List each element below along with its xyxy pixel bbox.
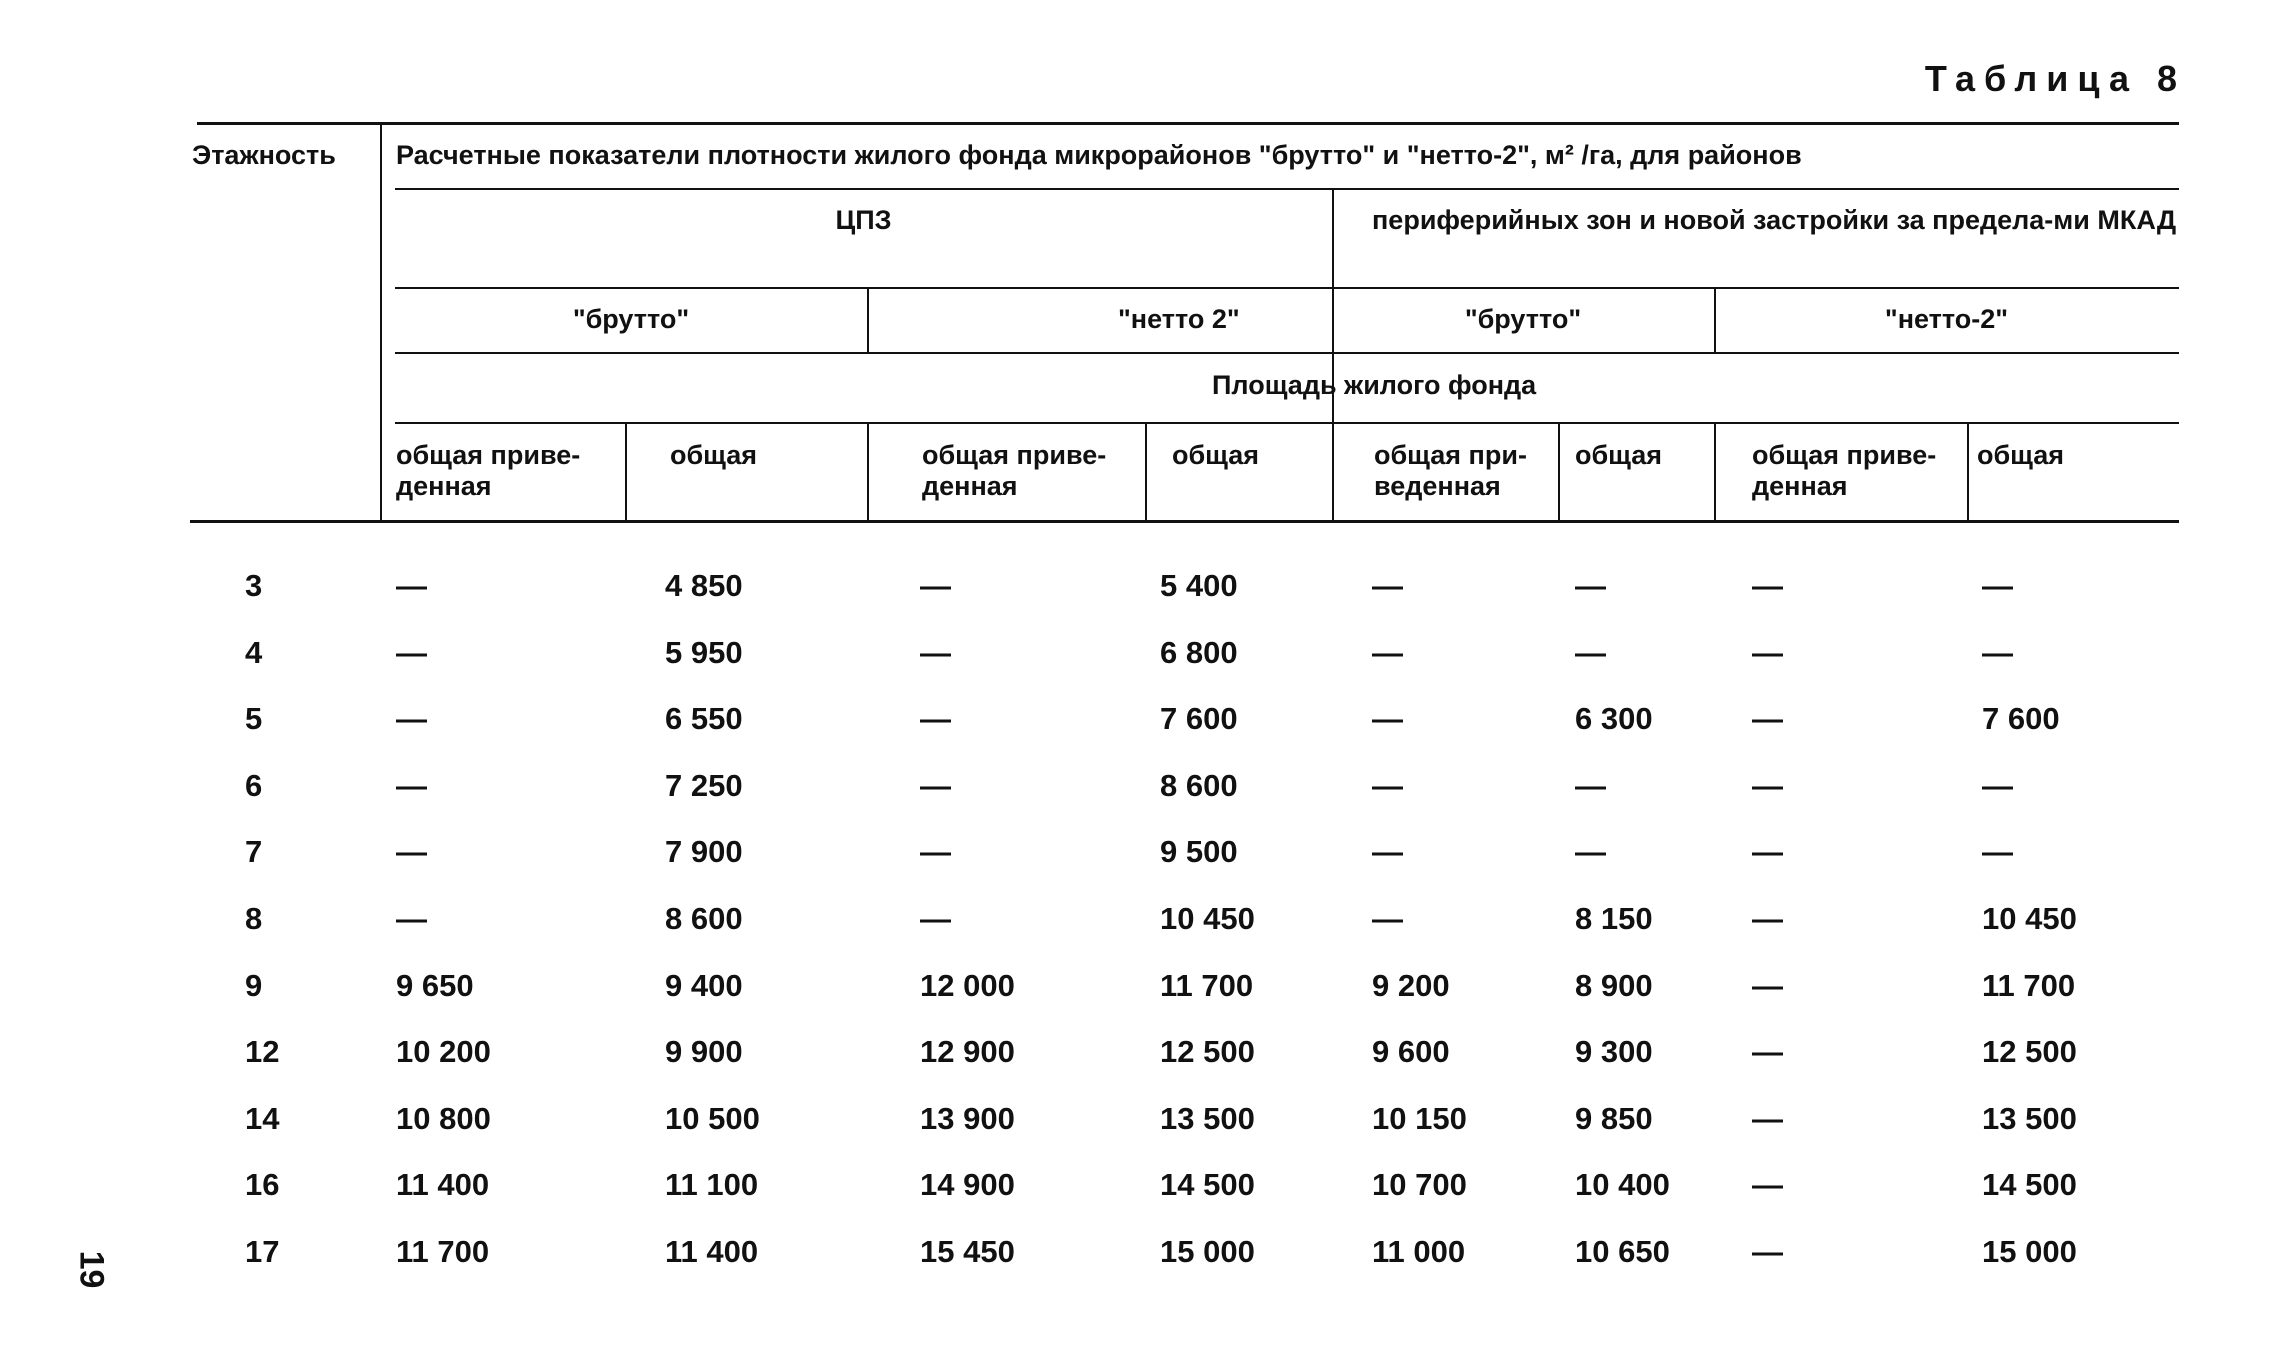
- table-cell: —: [1982, 768, 2013, 803]
- table-cell: 10 450: [1160, 901, 1255, 936]
- table-cell: 14 500: [1982, 1167, 2077, 1202]
- table-cell: —: [1372, 768, 1403, 803]
- rule-below-type-header: [395, 352, 2179, 354]
- floors-cell: 5: [245, 701, 263, 736]
- table-cell: 9 500: [1160, 834, 1238, 869]
- table-cell: —: [1575, 568, 1606, 603]
- table-cell: 15 450: [920, 1234, 1015, 1269]
- table-cell: —: [1752, 1034, 1783, 1069]
- rule-below-zone-header: [395, 287, 2179, 289]
- table-cell: —: [920, 834, 951, 869]
- floors-cell: 8: [245, 901, 263, 936]
- table-cell: 7 600: [1160, 701, 1238, 736]
- rule-below-main-header: [395, 188, 2179, 190]
- table-cell: —: [1752, 768, 1783, 803]
- table-cell: 6 550: [665, 701, 743, 736]
- table-cell: —: [1752, 968, 1783, 1003]
- table-cell: —: [920, 768, 951, 803]
- table-cell: 6 300: [1575, 701, 1653, 736]
- floors-cell: 12: [245, 1034, 280, 1069]
- table-cell: —: [1372, 635, 1403, 670]
- table-cell: 9 600: [1372, 1034, 1450, 1069]
- header-bottom-rule: [190, 520, 2179, 523]
- table-cell: 11 700: [1160, 968, 1254, 1003]
- table-cell: —: [1982, 568, 2013, 603]
- vrule-floors: [380, 122, 382, 520]
- table-cell: —: [920, 901, 951, 936]
- table-cell: —: [396, 701, 427, 736]
- subcol-header-3: общая приве-денная: [922, 440, 1107, 501]
- table-cell: 8 600: [665, 901, 743, 936]
- subcol-header-4: общая: [1172, 440, 1260, 470]
- table-cell: 10 800: [396, 1101, 491, 1136]
- floors-cell: 7: [245, 834, 263, 869]
- subcol-header-6: общая: [1575, 440, 1663, 470]
- table-cell: —: [1575, 768, 1606, 803]
- table-cell: 10 200: [396, 1034, 491, 1069]
- table-cell: —: [1752, 1101, 1783, 1136]
- table-cell: —: [920, 635, 951, 670]
- table-cell: 11 400: [396, 1167, 490, 1202]
- table-cell: 7 900: [665, 834, 743, 869]
- table-cell: —: [1575, 635, 1606, 670]
- table-cell: 7 250: [665, 768, 743, 803]
- table-cell: 5 950: [665, 635, 743, 670]
- table-cell: 11 700: [396, 1234, 490, 1269]
- per-brutto-header: "брутто": [1464, 304, 1582, 334]
- table-cell: 9 200: [1372, 968, 1450, 1003]
- subcol-header-1: общая приве-денная: [396, 440, 581, 501]
- table-cell: —: [396, 834, 427, 869]
- vrule-zone-split: [1332, 188, 1334, 520]
- table-cell: 9 650: [396, 968, 474, 1003]
- table-cell: 14 900: [920, 1167, 1015, 1202]
- table-cell: —: [1372, 834, 1403, 869]
- table-cell: 13 500: [1982, 1101, 2077, 1136]
- table-cell: 13 900: [920, 1101, 1015, 1136]
- subcol-header-5: общая при-веденная: [1374, 440, 1527, 501]
- table-cell: 12 900: [920, 1034, 1015, 1069]
- table-cell: —: [920, 701, 951, 736]
- table-cell: —: [1982, 834, 2013, 869]
- area-header: Площадь жилого фонда: [1212, 370, 1537, 400]
- table-cell: —: [396, 901, 427, 936]
- table-cell: —: [1752, 568, 1783, 603]
- floors-cell: 9: [245, 968, 263, 1003]
- vrule-sub-5: [1558, 422, 1560, 520]
- table-cell: 12 500: [1982, 1034, 2077, 1069]
- table-cell: —: [396, 568, 427, 603]
- table-cell: —: [396, 768, 427, 803]
- table-cell: 10 650: [1575, 1234, 1670, 1269]
- table-cell: 5 400: [1160, 568, 1238, 603]
- table-cell: 10 500: [665, 1101, 760, 1136]
- table-top-rule: [197, 122, 2179, 125]
- table-cell: 6 800: [1160, 635, 1238, 670]
- table-cell: —: [1982, 635, 2013, 670]
- table-cell: —: [1372, 901, 1403, 936]
- table-cell: 9 400: [665, 968, 743, 1003]
- table-cell: 10 400: [1575, 1167, 1670, 1202]
- table-cell: —: [1575, 834, 1606, 869]
- table-cell: —: [1752, 1234, 1783, 1269]
- vrule-cpz-type-split: [867, 287, 869, 352]
- table-cell: 8 150: [1575, 901, 1653, 936]
- table-cell: 10 450: [1982, 901, 2077, 936]
- main-group-header: Расчетные показатели плотности жилого фонда микрорайонов "брутто" и "нетто-2", м² /га, для районов: [396, 140, 1802, 170]
- table-caption: Таблица 8: [1924, 58, 2186, 99]
- page-number: 19: [72, 1250, 111, 1289]
- floors-header: Этажность: [192, 140, 336, 170]
- vrule-sub-2: [867, 422, 869, 520]
- floors-cell: 16: [245, 1167, 280, 1202]
- per-netto-header: "нетто-2": [1884, 304, 2009, 334]
- table-cell: 4 850: [665, 568, 743, 603]
- table-cell: 7 600: [1982, 701, 2060, 736]
- floors-cell: 6: [245, 768, 263, 803]
- table-cell: 12 000: [920, 968, 1015, 1003]
- zone-cpz-header: ЦПЗ: [835, 205, 892, 235]
- table-cell: 10 700: [1372, 1167, 1467, 1202]
- table-cell: 15 000: [1160, 1234, 1255, 1269]
- table-cell: —: [1752, 834, 1783, 869]
- table-cell: —: [1752, 1167, 1783, 1202]
- table-cell: 9 900: [665, 1034, 743, 1069]
- zone-periphery-header: периферийных зон и новой застройки за предела-ми МКАД: [1372, 205, 2177, 235]
- table-cell: 9 300: [1575, 1034, 1653, 1069]
- cpz-netto-header: "нетто 2": [1118, 304, 1240, 334]
- floors-cell: 3: [245, 568, 263, 603]
- table-cell: 13 500: [1160, 1101, 1255, 1136]
- table-cell: 14 500: [1160, 1167, 1255, 1202]
- table-cell: 10 150: [1372, 1101, 1467, 1136]
- vrule-sub-1: [625, 422, 627, 520]
- table-cell: —: [920, 568, 951, 603]
- rule-below-area-header: [395, 422, 2179, 424]
- table-cell: 11 100: [665, 1167, 759, 1202]
- table-cell: 12 500: [1160, 1034, 1255, 1069]
- table-cell: 11 700: [1982, 968, 2076, 1003]
- vrule-sub-6: [1714, 422, 1716, 520]
- table-cell: 8 600: [1160, 768, 1238, 803]
- table-cell: —: [1372, 701, 1403, 736]
- floors-cell: 17: [245, 1234, 280, 1269]
- table-cell: 11 000: [1372, 1234, 1466, 1269]
- table-cell: 9 850: [1575, 1101, 1653, 1136]
- table-cell: 8 900: [1575, 968, 1653, 1003]
- subcol-header-8: общая: [1977, 440, 2065, 470]
- table-cell: —: [396, 635, 427, 670]
- table-cell: —: [1372, 568, 1403, 603]
- table-cell: —: [1752, 635, 1783, 670]
- vrule-sub-3: [1145, 422, 1147, 520]
- table-cell: —: [1752, 901, 1783, 936]
- floors-cell: 14: [245, 1101, 280, 1136]
- subcol-header-2: общая: [670, 440, 758, 470]
- cpz-brutto-header: "брутто": [572, 304, 690, 334]
- table-cell: 15 000: [1982, 1234, 2077, 1269]
- table-cell: 11 400: [665, 1234, 759, 1269]
- floors-cell: 4: [245, 635, 263, 670]
- subcol-header-7: общая приве-денная: [1752, 440, 1937, 501]
- table-cell: —: [1752, 701, 1783, 736]
- vrule-sub-7: [1967, 422, 1969, 520]
